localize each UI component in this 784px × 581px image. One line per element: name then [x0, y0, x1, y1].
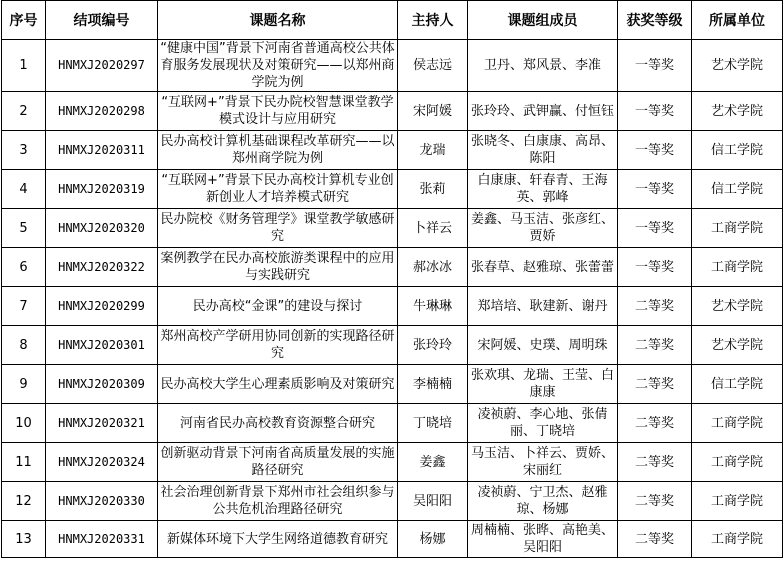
- cell-unit: 信工学院: [692, 365, 783, 404]
- cell-unit: 工商学院: [692, 248, 783, 287]
- cell-code: HNMXJ2020331: [46, 521, 158, 558]
- cell-title: 创新驱动背景下河南省高质量发展的实施路径研究: [158, 443, 398, 482]
- cell-title: 新媒体环境下大学生网络道德教育研究: [158, 521, 398, 558]
- table-row: [2, 287, 783, 326]
- table-row: [2, 248, 783, 287]
- cell-members: 周楠楠、张晔、高艳美、吴阳阳: [468, 521, 618, 558]
- cell-unit: 工商学院: [692, 521, 783, 558]
- cell-number: 5: [2, 209, 46, 248]
- cell-title: 社会治理创新背景下郑州市社会组织参与公共危机治理路径研究: [158, 482, 398, 521]
- cell-host: 龙瑞: [398, 131, 468, 170]
- cell-host: 侯志远: [398, 40, 468, 92]
- cell-code: HNMXJ2020299: [46, 287, 158, 326]
- cell-host: 郝冰冰: [398, 248, 468, 287]
- header-title: 课题名称: [158, 1, 398, 40]
- cell-unit: 工商学院: [692, 209, 783, 248]
- table-row: [2, 326, 783, 365]
- cell-award: 一等奖: [618, 248, 692, 287]
- cell-unit: 工商学院: [692, 443, 783, 482]
- cell-title: 河南省民办高校教育资源整合研究: [158, 404, 398, 443]
- cell-number: 9: [2, 365, 46, 404]
- cell-number: 8: [2, 326, 46, 365]
- cell-members: 凌祯蔚、宁卫杰、赵雅琼、杨娜: [468, 482, 618, 521]
- cell-code: HNMXJ2020324: [46, 443, 158, 482]
- cell-award: 一等奖: [618, 40, 692, 92]
- cell-title: 郑州高校产学研用协同创新的实现路径研究: [158, 326, 398, 365]
- cell-number: 4: [2, 170, 46, 209]
- header-host: 主持人: [398, 1, 468, 40]
- cell-host: 张玲玲: [398, 326, 468, 365]
- cell-award: 二等奖: [618, 521, 692, 558]
- table-row: [2, 482, 783, 521]
- cell-number: 3: [2, 131, 46, 170]
- cell-award: 二等奖: [618, 404, 692, 443]
- table-row: [2, 404, 783, 443]
- cell-award: 一等奖: [618, 131, 692, 170]
- cell-number: 7: [2, 287, 46, 326]
- cell-code: HNMXJ2020330: [46, 482, 158, 521]
- table-row: [2, 131, 783, 170]
- cell-members: 张春草、赵雅琼、张蕾蕾: [468, 248, 618, 287]
- table-row: [2, 170, 783, 209]
- table-row: [2, 40, 783, 92]
- cell-host: 牛琳琳: [398, 287, 468, 326]
- cell-code: HNMXJ2020297: [46, 40, 158, 92]
- cell-host: 张莉: [398, 170, 468, 209]
- cell-host: 宋阿媛: [398, 92, 468, 131]
- cell-number: 2: [2, 92, 46, 131]
- cell-unit: 艺术学院: [692, 326, 783, 365]
- cell-code: HNMXJ2020311: [46, 131, 158, 170]
- cell-members: 卫丹、郑风景、李准: [468, 40, 618, 92]
- header-unit: 所属单位: [692, 1, 783, 40]
- cell-title: “互联网+”背景下民办院校智慧课堂教学模式设计与应用研究: [158, 92, 398, 131]
- header-code: 结项编号: [46, 1, 158, 40]
- cell-title: 民办院校《财务管理学》课堂教学敏感研究: [158, 209, 398, 248]
- cell-title: 民办高校计算机基础课程改革研究——以郑州商学院为例: [158, 131, 398, 170]
- cell-award: 二等奖: [618, 443, 692, 482]
- cell-code: HNMXJ2020298: [46, 92, 158, 131]
- cell-award: 二等奖: [618, 287, 692, 326]
- header-row: [2, 1, 783, 40]
- cell-unit: 艺术学院: [692, 40, 783, 92]
- cell-members: 郑培培、耿建新、谢丹: [468, 287, 618, 326]
- cell-host: 卜祥云: [398, 209, 468, 248]
- cell-number: 13: [2, 521, 46, 558]
- cell-title: 民办高校“金课”的建设与探讨: [158, 287, 398, 326]
- cell-members: 张欢琪、龙瑞、王莹、白康康: [468, 365, 618, 404]
- cell-code: HNMXJ2020309: [46, 365, 158, 404]
- cell-award: 二等奖: [618, 365, 692, 404]
- cell-title: “互联网+”背景下民办高校计算机专业创新创业人才培养模式研究: [158, 170, 398, 209]
- cell-code: HNMXJ2020319: [46, 170, 158, 209]
- cell-number: 12: [2, 482, 46, 521]
- table-row: [2, 365, 783, 404]
- cell-number: 6: [2, 248, 46, 287]
- cell-title: 民办高校大学生心理素质影响及对策研究: [158, 365, 398, 404]
- cell-unit: 艺术学院: [692, 287, 783, 326]
- cell-unit: 信工学院: [692, 170, 783, 209]
- cell-host: 姜鑫: [398, 443, 468, 482]
- header-number: 序号: [2, 1, 46, 40]
- cell-host: 吴阳阳: [398, 482, 468, 521]
- cell-code: HNMXJ2020320: [46, 209, 158, 248]
- cell-number: 10: [2, 404, 46, 443]
- table-row: [2, 92, 783, 131]
- cell-code: HNMXJ2020322: [46, 248, 158, 287]
- cell-host: 丁晓培: [398, 404, 468, 443]
- cell-code: HNMXJ2020301: [46, 326, 158, 365]
- awards-table: [1, 0, 783, 558]
- cell-members: 马玉洁、卜祥云、贾娇、宋丽红: [468, 443, 618, 482]
- cell-members: 凌祯蔚、李心地、张倩丽、丁晓培: [468, 404, 618, 443]
- header-award: 获奖等级: [618, 1, 692, 40]
- cell-unit: 工商学院: [692, 404, 783, 443]
- cell-award: 二等奖: [618, 482, 692, 521]
- cell-number: 1: [2, 40, 46, 92]
- table-row: [2, 209, 783, 248]
- cell-award: 一等奖: [618, 170, 692, 209]
- cell-members: 姜鑫、马玉洁、张彦红、贾娇: [468, 209, 618, 248]
- cell-host: 杨娜: [398, 521, 468, 558]
- cell-unit: 信工学院: [692, 131, 783, 170]
- cell-award: 一等奖: [618, 209, 692, 248]
- cell-unit: 艺术学院: [692, 92, 783, 131]
- cell-number: 11: [2, 443, 46, 482]
- cell-members: 张晓冬、白康康、高昂、陈阳: [468, 131, 618, 170]
- table-row: [2, 521, 783, 558]
- table-row: [2, 443, 783, 482]
- cell-unit: 工商学院: [692, 482, 783, 521]
- cell-members: 张玲玲、武钾赢、付恒钰: [468, 92, 618, 131]
- cell-award: 一等奖: [618, 92, 692, 131]
- cell-title: “健康中国”背景下河南省普通高校公共体育服务发展现状及对策研究——以郑州商学院为例: [158, 40, 398, 92]
- cell-title: 案例教学在民办高校旅游类课程中的应用与实践研究: [158, 248, 398, 287]
- cell-code: HNMXJ2020321: [46, 404, 158, 443]
- cell-members: 宋阿媛、史璞、周明珠: [468, 326, 618, 365]
- cell-host: 李楠楠: [398, 365, 468, 404]
- cell-award: 二等奖: [618, 326, 692, 365]
- cell-members: 白康康、轩春青、王海英、郭峰: [468, 170, 618, 209]
- header-members: 课题组成员: [468, 1, 618, 40]
